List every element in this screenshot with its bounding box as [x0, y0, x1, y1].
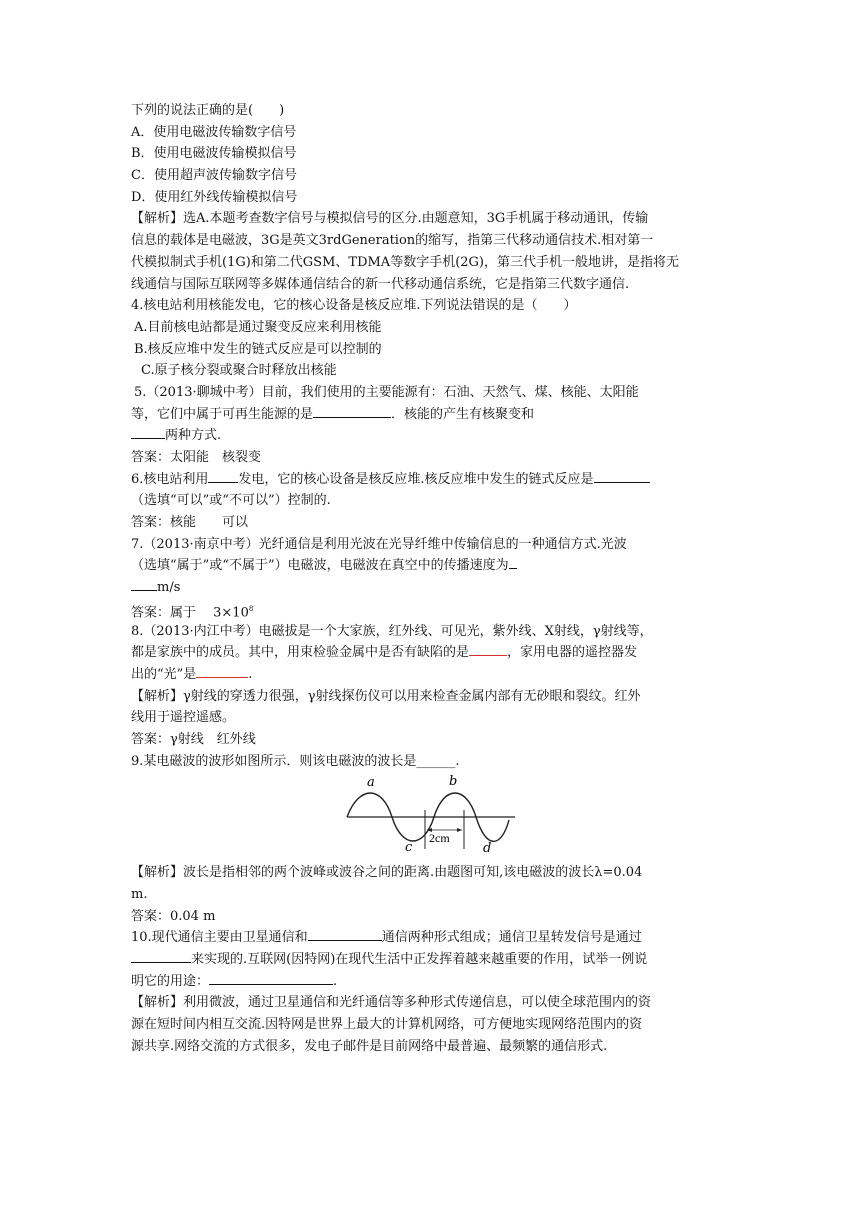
question-10-text-e: . [333, 973, 338, 989]
document-page [131, 100, 731, 1058]
answer-blank [594, 470, 650, 483]
analysis-9-line2: m. [131, 887, 148, 902]
question-7-unit: m/s [157, 580, 181, 596]
option-c: C．使用超声波传输数字信号 [131, 168, 297, 184]
question-8-line2 [131, 642, 731, 664]
question-7-line2 [131, 555, 731, 577]
option-d: D．使用红外线传输模拟信号 [131, 189, 298, 205]
analysis-8-line2: 线用于遥控遥感。 [131, 710, 236, 726]
question-8-text-d: . [248, 666, 253, 682]
wave-figure [131, 772, 731, 862]
answer-6: 答案：核能 可以 [131, 515, 249, 531]
answer-8: 答案：γ射线 红外线 [131, 731, 256, 747]
analysis-8-line1: 【解析】γ射线的穿透力很强，γ射线探伤仪可以用来检查金属内部有无砂眼和裂纹。红外 [131, 688, 641, 704]
question-10-text-c: 来实现的.互联网(因特网)在现代生活中正发挥着越来越重要的作用，试举一例说 [191, 952, 648, 968]
analysis-10-line2: 源在短时间内相互交流.因特网是世界上最大的计算机网络，可方便地实现网络范围内的资 [131, 1017, 643, 1033]
question-5-line3 [131, 425, 731, 447]
question-5-line2 [131, 404, 731, 426]
analysis-10-line1: 【解析】利用微波，通过卫星通信和光纤通信等多种形式传递信息，可以使全球范围内的资 [131, 995, 652, 1011]
question-6-text-b: 发电，它的核心设备是核反应堆.核反应堆中发生的链式反应是 [238, 471, 594, 487]
question-4-option-c: C.原子核分裂或聚合时释放出核能 [141, 363, 337, 379]
question-10-text-b: 通信两种形式组成；通信卫星转发信号是通过 [381, 930, 642, 946]
question-8-line1: 8.（2013·内江中考）电磁拔是一个大家族，红外线、可见光，紫外线、X射线，γ射线等， [131, 623, 653, 639]
question-4-option-a: A.目前核电站都是通过聚变反应来利用核能 [134, 319, 382, 335]
question-5-text-a: 等，它们中属于可再生能源的是 [131, 406, 314, 422]
question-10-line2 [131, 949, 731, 971]
question-5-text-c: 两种方式. [165, 428, 222, 444]
answer-blank [313, 405, 391, 418]
analysis-10-line3: 源共享.网络交流的方式很多，发电子邮件是目前网络中最普遍、最频繁的通信形式. [131, 1038, 608, 1054]
analysis-3-line1: 【解析】选A.本题考查数字信号与模拟信号的区分.由题意知，3G手机属于移动通讯，传输 [131, 211, 649, 227]
question-6-line2: （选填“可以”或“不可以”）控制的. [131, 493, 331, 509]
question-8-text-c: 出的“光”是 [131, 666, 197, 682]
answer-9: 答案：0.04 m [131, 908, 216, 924]
label-d: d [483, 841, 492, 857]
question-9: 9.某电磁波的波形如图所示．则该电磁波的波长是______. [131, 753, 460, 769]
question-stem: 下列的说法正确的是( ) [131, 103, 285, 118]
answer-blank [209, 972, 333, 985]
question-8-line3 [131, 664, 731, 686]
option-b: B．使用电磁波传输模拟信号 [131, 146, 297, 162]
answer-7 [131, 599, 731, 621]
question-4-option-b: B.核反应堆中发生的链式反应是可以控制的 [134, 341, 382, 357]
question-7-line1: 7.（2013·南京中考）光纤通信是利用光波在光导纤维中传输信息的一种通信方式.光波 [131, 536, 627, 552]
question-8-text-b: ，家用电器的遥控器发 [507, 645, 638, 661]
analysis-3-line2: 信息的载体是电磁波，3G是英文3rdGeneration的缩写，指第三代移动通信技术.相对第一 [131, 233, 654, 249]
question-10-line3 [131, 971, 731, 993]
answer-7-exponent: 8 [248, 604, 254, 613]
question-4: 4.核电站利用核能发电，它的核心设备是核反应堆.下列说法错误的是（ ） [131, 298, 577, 314]
answer-5: 答案：太阳能 核裂变 [131, 450, 262, 465]
label-2cm: 2cm [429, 831, 450, 846]
question-10-line1 [131, 927, 731, 949]
label-c: c [405, 840, 413, 856]
answer-blank [208, 470, 238, 483]
question-5-line1: 5.（2013·聊城中考）目前，我们使用的主要能源有：石油、天然气、煤、核能、太阳能 [134, 384, 639, 400]
answer-blank [509, 556, 517, 569]
analysis-9-line1: 【解析】波长是指相邻的两个波峰或波谷之间的距离.由题图可知,该电磁波的波长λ=0.04 [131, 865, 643, 881]
label-b: b [449, 774, 458, 790]
answer-blank [131, 426, 165, 439]
question-6-text-a: 6.核电站利用 [131, 471, 209, 487]
label-a: a [367, 775, 375, 791]
question-10-text-a: 10.现代通信主要由卫星通信和 [131, 930, 308, 946]
answer-blank [196, 665, 248, 678]
answer-7-text: 答案：属于 3×10 [131, 605, 249, 621]
question-8-text-a: 都是家族中的成员。其中，用束检验金属中是否有缺陷的是 [131, 645, 470, 661]
question-7-text-a: （选填“属于”或“不属于”）电磁波，电磁波在真空中的传播速度为 [131, 558, 509, 574]
question-6-line1 [131, 469, 731, 491]
option-a: A．使用电磁波传输数字信号 [131, 124, 297, 140]
wave-diagram [343, 772, 519, 860]
question-10-text-d: 明它的用途： [131, 973, 210, 989]
question-5-text-b: ．核能的产生有核聚变和 [391, 406, 535, 422]
answer-blank [131, 950, 191, 963]
question-7-line3 [131, 577, 731, 599]
answer-blank [469, 643, 507, 656]
measure-arrow-right [457, 828, 462, 832]
analysis-3-line4: 线通信与国际互联网等多媒体通信结合的新一代移动通信系统，它是指第三代数字通信. [131, 276, 630, 292]
answer-blank [308, 928, 382, 941]
answer-blank [131, 578, 157, 591]
analysis-3-line3: 代模拟制式手机(1G)和第二代GSM、TDMA等数字手机(2G)，第三代手机一般地讲，是指将无 [131, 254, 679, 270]
